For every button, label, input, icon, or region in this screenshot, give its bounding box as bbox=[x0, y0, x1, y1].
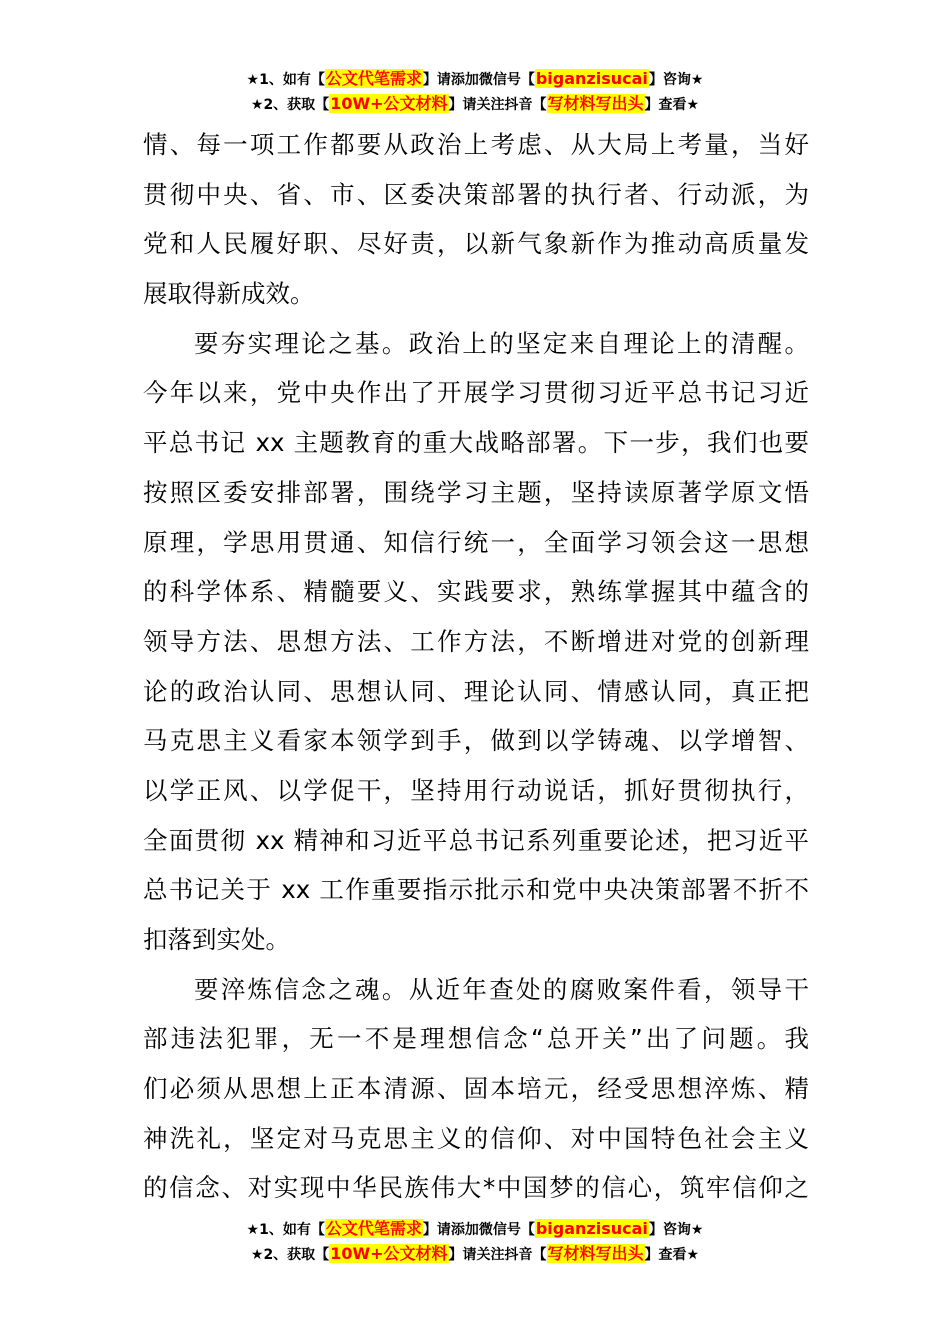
highlight-wechat-id: biganzisucai bbox=[535, 1219, 648, 1238]
banner-line-2 bbox=[0, 1242, 950, 1267]
text-line: 马克思主义看家本领学到手，做到以学铸魂、以学增智、 bbox=[143, 726, 809, 756]
banner-text: 】请添加微信号【 bbox=[422, 72, 535, 88]
banner-text: ★1、如有【 bbox=[246, 72, 325, 88]
banner-text: 】咨询★ bbox=[648, 72, 704, 88]
highlight-douyin-account: 写材料写出头 bbox=[547, 1244, 644, 1263]
header-banner bbox=[0, 67, 950, 117]
document-body bbox=[143, 120, 809, 1213]
banner-text: 】请关注抖音【 bbox=[448, 1247, 547, 1263]
banner-text: 】查看★ bbox=[644, 97, 700, 113]
banner-text: 】查看★ bbox=[644, 1247, 700, 1263]
footer-banner bbox=[0, 1217, 950, 1267]
banner-line-1 bbox=[0, 67, 950, 92]
text-line: 平总书记 xx 主题教育的重大战略部署。下一步，我们也要 bbox=[143, 428, 809, 458]
banner-text: 】请添加微信号【 bbox=[422, 1222, 535, 1238]
text-line: 按照区委安排部署，围绕学习主题，坚持读原著学原文悟 bbox=[143, 477, 809, 507]
text-line: 党和人民履好职、尽好责，以新气象新作为推动高质量发 bbox=[143, 229, 809, 259]
banner-text: 】请关注抖音【 bbox=[448, 97, 547, 113]
text-line: 今年以来，党中央作出了开展学习贯彻习近平总书记习近 bbox=[143, 378, 809, 408]
text-line: 扣落到实处。 bbox=[143, 925, 290, 954]
text-line: 的信念、对实现中华民族伟大*中国梦的信心，筑牢信仰之 bbox=[143, 1173, 809, 1203]
text-line: 原理，学思用贯通、知信行统一，全面学习领会这一思想 bbox=[143, 527, 809, 557]
text-line: 展取得新成效。 bbox=[143, 279, 315, 309]
banner-text: ★2、获取【 bbox=[250, 1247, 330, 1263]
text-line: 贯彻中央、省、市、区委决策部署的执行者、行动派，为 bbox=[143, 179, 809, 209]
text-line: 全面贯彻 xx 精神和习近平总书记系列重要论述，把习近平 bbox=[143, 825, 809, 855]
banner-text: 】咨询★ bbox=[648, 1222, 704, 1238]
text-line: 总书记关于 xx 工作重要指示批示和党中央决策部署不折不 bbox=[143, 875, 809, 905]
text-line: 以学正风、以学促干，坚持用行动说话，抓好贯彻执行， bbox=[143, 775, 809, 805]
paragraph-start-line: 要夯实理论之基。政治上的坚定来自理论上的清醒。 bbox=[194, 328, 809, 358]
highlight-service: 公文代笔需求 bbox=[325, 69, 422, 88]
text-line: 神洗礼，坚定对马克思主义的信仰、对中国特色社会主义 bbox=[143, 1123, 809, 1153]
text-line: 们必须从思想上正本清源、固本培元，经受思想淬炼、精 bbox=[143, 1074, 809, 1104]
banner-line-1 bbox=[0, 1217, 950, 1242]
text-line: 情、每一项工作都要从政治上考虑、从大局上考量，当好 bbox=[143, 130, 809, 159]
highlight-service: 公文代笔需求 bbox=[325, 1219, 422, 1238]
banner-text: ★2、获取【 bbox=[250, 97, 330, 113]
highlight-materials: 10W+公文材料 bbox=[330, 94, 448, 113]
paragraph-start-line: 要淬炼信念之魂。从近年查处的腐败案件看，领导干 bbox=[194, 974, 809, 1004]
banner-line-2 bbox=[0, 92, 950, 117]
text-line: 论的政治认同、思想认同、理论认同、情感认同，真正把 bbox=[143, 676, 809, 706]
highlight-douyin-account: 写材料写出头 bbox=[547, 94, 644, 113]
highlight-materials: 10W+公文材料 bbox=[330, 1244, 448, 1263]
text-line: 领导方法、思想方法、工作方法，不断增进对党的创新理 bbox=[143, 626, 809, 656]
text-line: 部违法犯罪，无一不是理想信念“总开关”出了问题。我 bbox=[143, 1024, 809, 1054]
highlight-wechat-id: biganzisucai bbox=[535, 69, 648, 88]
banner-text: ★1、如有【 bbox=[246, 1222, 325, 1238]
text-line: 的科学体系、精髓要义、实践要求，熟练掌握其中蕴含的 bbox=[143, 577, 809, 607]
